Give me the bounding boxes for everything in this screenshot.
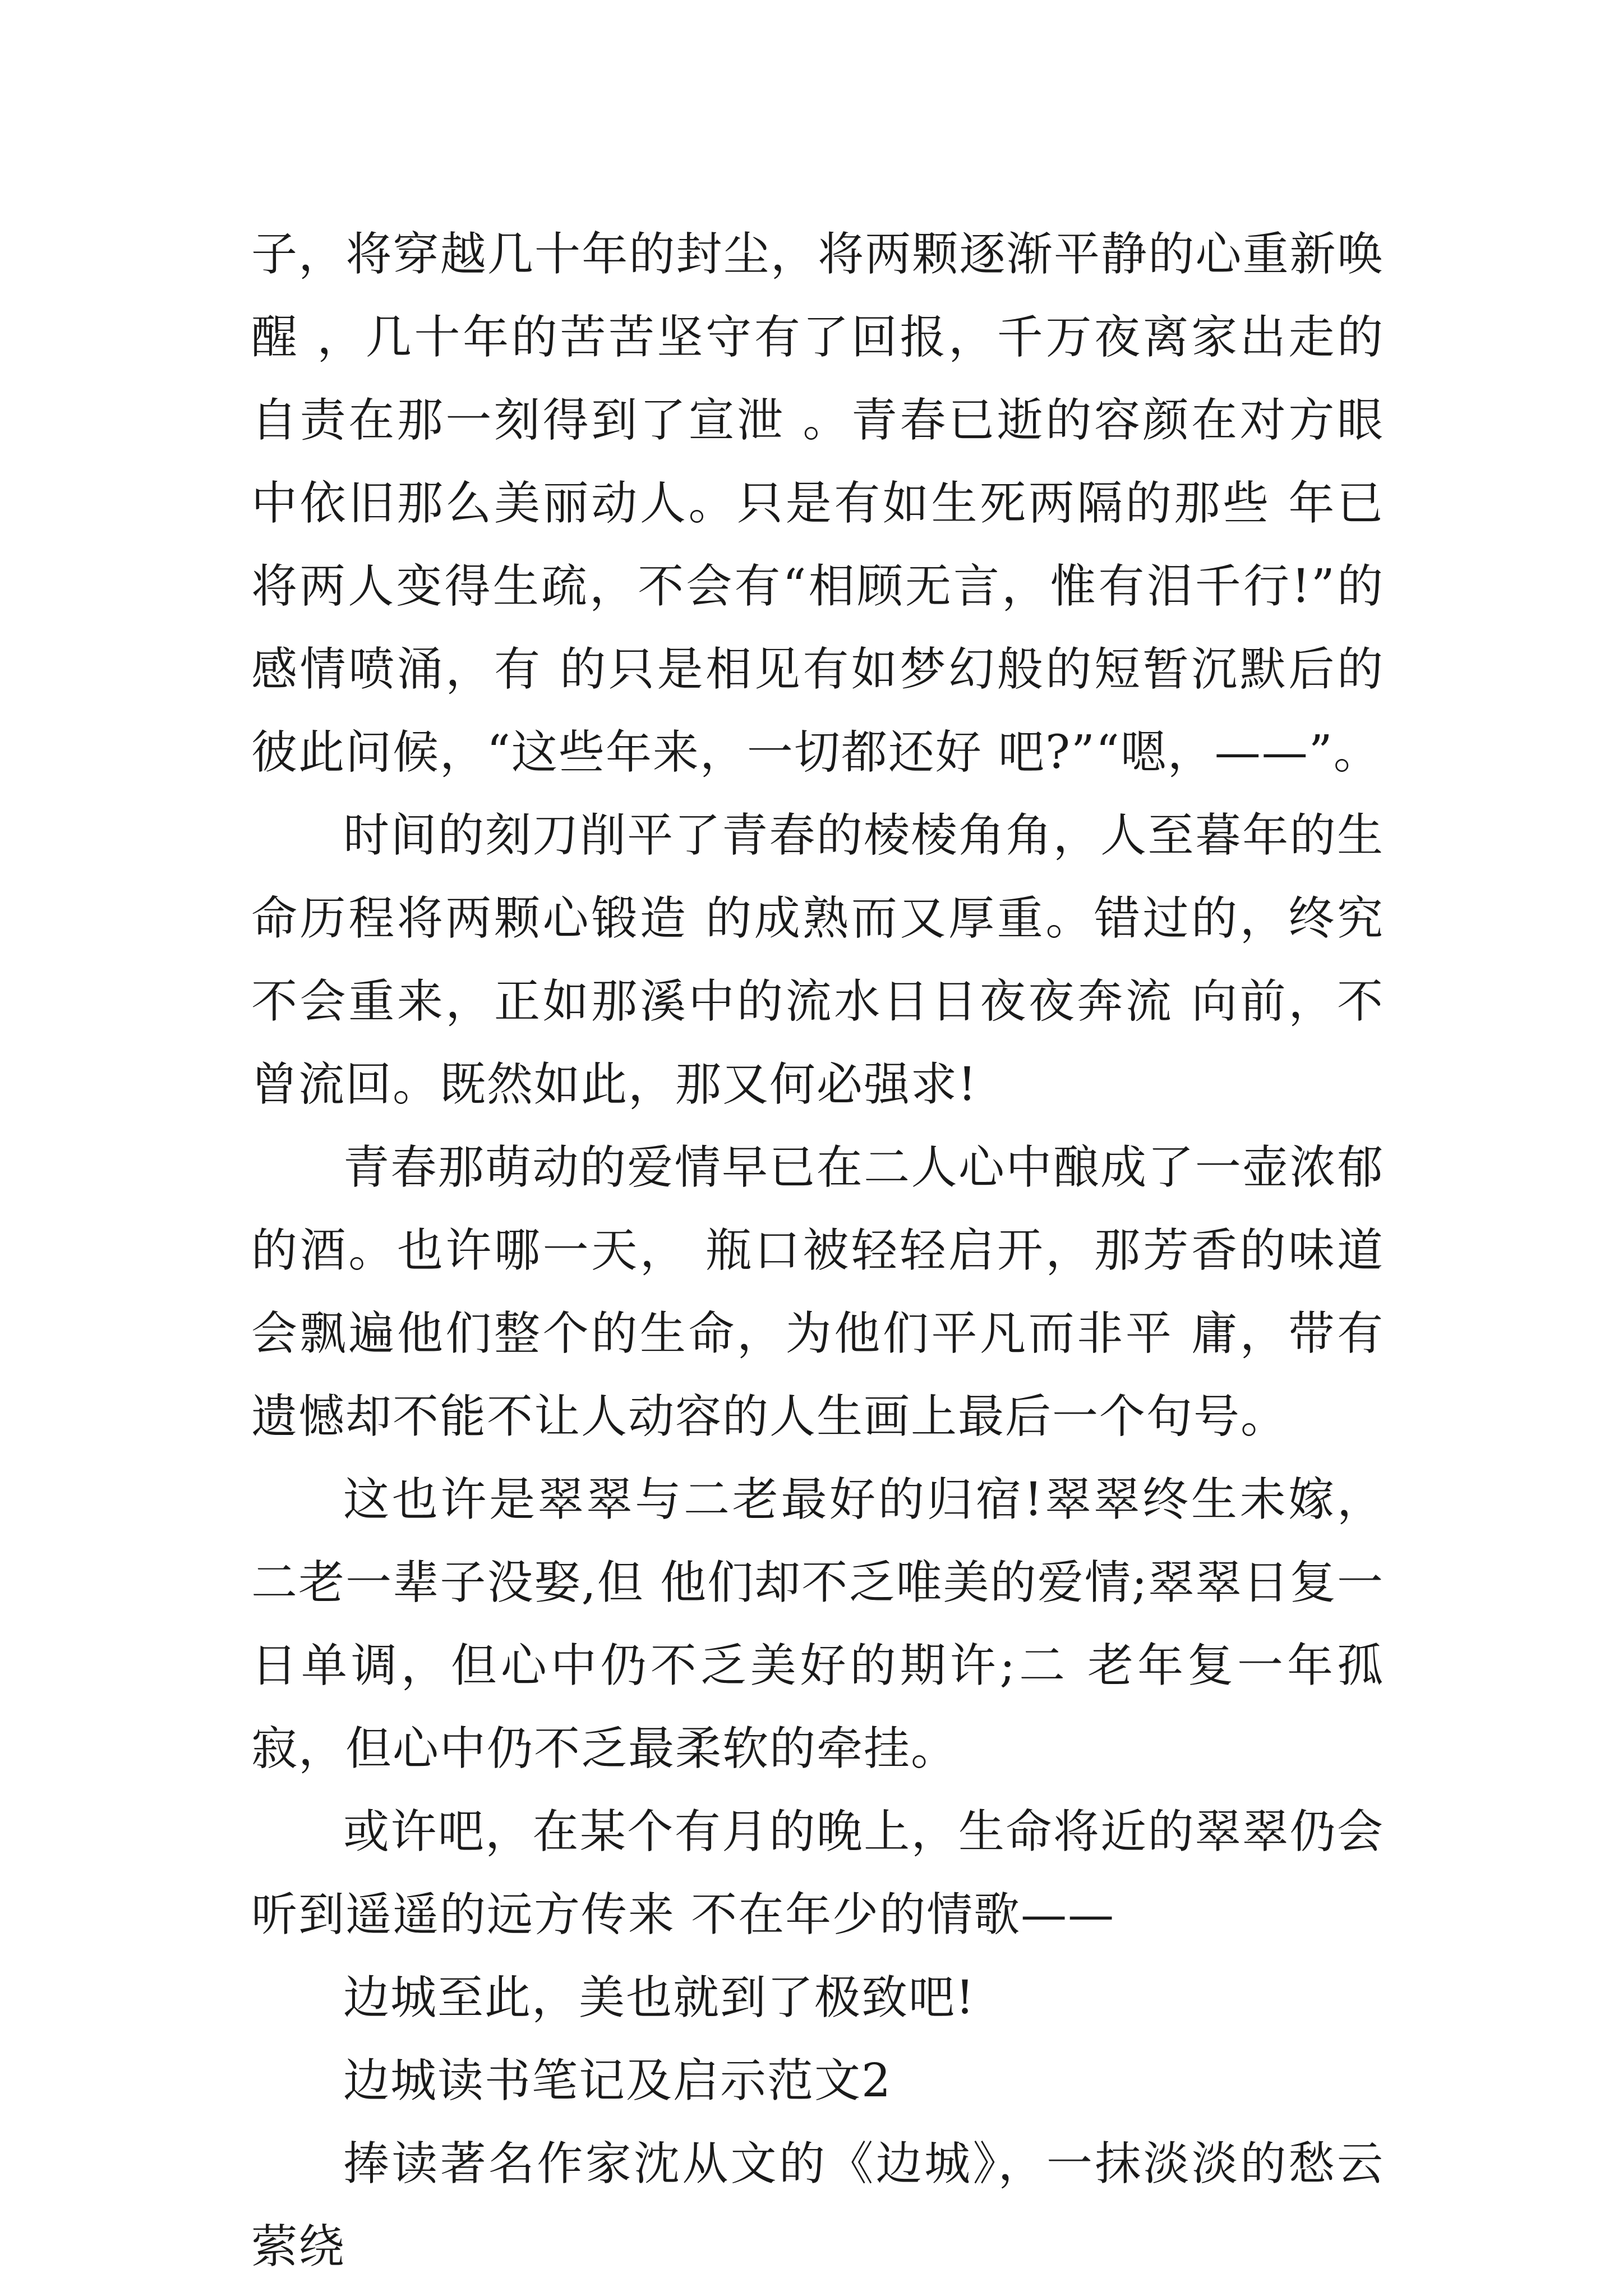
paragraph: 时间的刻刀削平了青春的棱棱角角，人至暮年的生命历程将两颗心锻造 的成熟而又厚重。错过的，终究不会重来，正如那溪中的流水日日夜夜奔流 向前，不曾流回。既然如此，那又何必强求! [251,809,1384,1111]
paragraph: 或许吧，在某个有月的晚上，生命将近的翠翠仍会听到遥遥的远方传来 不在年少的情歌—— [251,1805,1384,1941]
paragraph: 边城至此，美也就到了极致吧! [343,1971,975,2024]
paragraph: 这也许是翠翠与二老最好的归宿!翠翠终生未嫁，二老一辈子没娶,但 他们却不乏唯美的爱情;翠翠日复一日单调，但心中仍不乏美好的期许;二 老年复一年孤寂，但心中仍不乏最柔软的牵挂。 [251,1473,1384,1775]
paragraph: 捧读著名作家沈从文的《边城》，一抹淡淡的愁云萦绕 [251,2137,1384,2274]
document-body [251,213,1384,2289]
paragraph: 子，将穿越几十年的封尘，将两颗逐渐平静的心重新唤醒 ，几十年的苦苦坚守有了回报，千万夜离家出走的自责在那一刻得到了宣泄 。青春已逝的容颜在对方眼中依旧那么美丽动人。只是有如生死两隔的那些 年已将两人变得生疏，不会有“相顾无言，惟有泪千行!”的感情喷涌，有 的只是相见有如梦幻般的短暂沉默后的彼此问候，“这些年来，一切都还好 吧?”“嗯，——”。 [251,228,1384,779]
section-heading: 边城读书笔记及启示范文2 [343,2054,892,2108]
paragraph: 青春那萌动的爱情早已在二人心中酿成了一壶浓郁的酒。也许哪一天， 瓶口被轻轻启开，那芳香的味道会飘遍他们整个的生命，为他们平凡而非平 庸，带有遗憾却不能不让人动容的人生画上最后一个句号。 [251,1141,1384,1443]
